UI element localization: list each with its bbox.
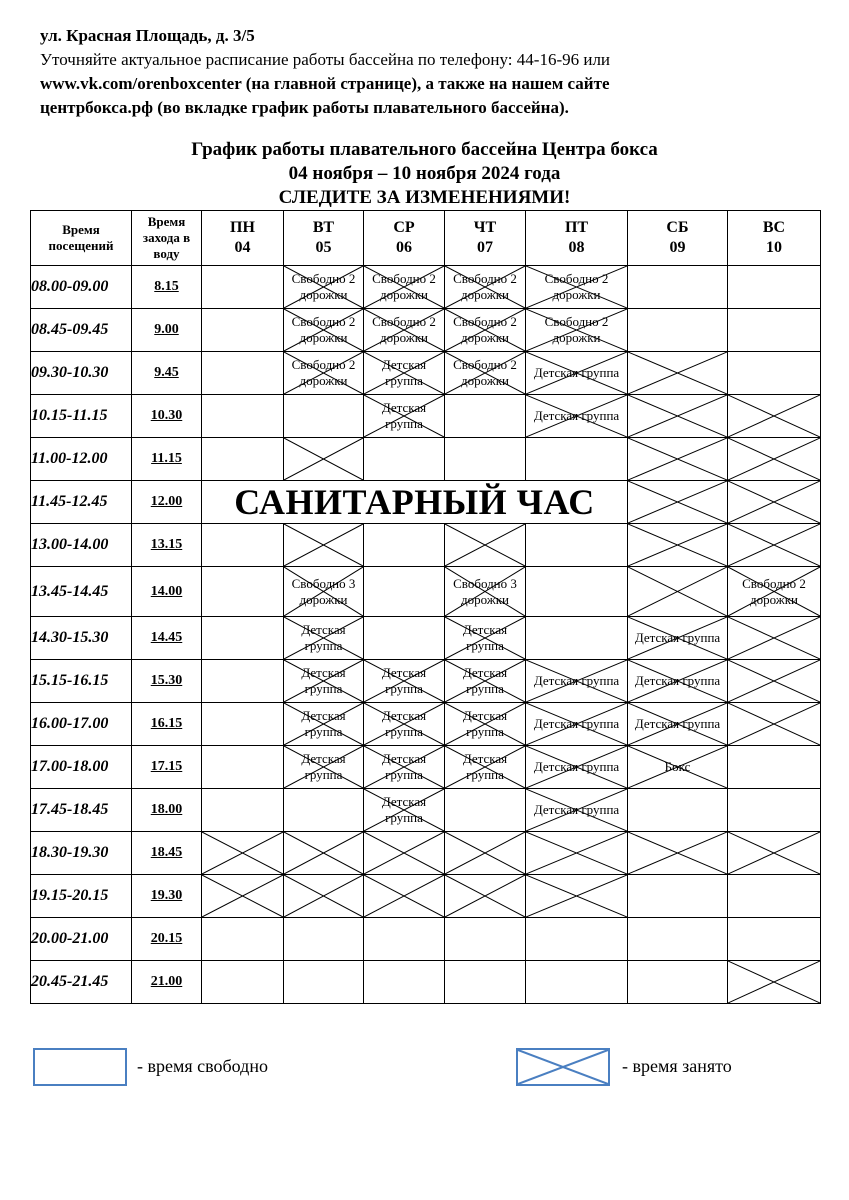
address: ул. Красная Площадь, д. 3/5 <box>40 26 255 45</box>
free-cell <box>202 918 284 961</box>
free-cell <box>526 524 628 567</box>
free-cell <box>202 746 284 789</box>
busy-cell <box>364 703 445 746</box>
free-cell <box>526 567 628 617</box>
busy-cell <box>526 703 628 746</box>
free-cell <box>445 961 526 1004</box>
free-cell <box>364 567 445 617</box>
table-row <box>31 660 821 703</box>
cell-text: Детская группа <box>634 630 721 645</box>
col-entry-header: Время захода в воду <box>132 211 202 266</box>
busy-cell <box>284 832 364 875</box>
title-line-2: 04 ноября – 10 ноября 2024 года <box>288 163 561 184</box>
free-cell <box>364 524 445 567</box>
busy-cell <box>628 660 728 703</box>
busy-cell <box>728 395 821 438</box>
free-cell <box>526 918 628 961</box>
free-cell <box>202 567 284 617</box>
entry-time: 15.30 <box>132 660 202 703</box>
free-cell <box>202 309 284 352</box>
busy-cell <box>628 746 728 789</box>
free-cell <box>445 395 526 438</box>
free-cell <box>728 309 821 352</box>
free-cell <box>202 266 284 309</box>
cell-text: Бокс <box>664 759 691 774</box>
visit-time: 08.45-09.45 <box>31 309 132 352</box>
busy-cell <box>445 746 526 789</box>
info-line-2: www.vk.com/orenboxcenter (на главной странице), а также на нашем сайте <box>40 74 610 93</box>
busy-cell <box>284 352 364 395</box>
busy-cell <box>728 703 821 746</box>
free-cell <box>628 918 728 961</box>
busy-cell <box>628 524 728 567</box>
busy-cell <box>728 961 821 1004</box>
title-line-3: СЛЕДИТЕ ЗА ИЗМЕНЕНИЯМИ! <box>278 187 571 208</box>
cell-text: Детская группа <box>462 751 508 782</box>
busy-cell <box>364 832 445 875</box>
cell-text: Детская группа <box>533 759 620 774</box>
free-cell <box>728 789 821 832</box>
busy-cell <box>526 352 628 395</box>
free-cell <box>526 961 628 1004</box>
busy-cell <box>445 352 526 395</box>
free-cell <box>445 918 526 961</box>
cell-text: Детская группа <box>462 665 508 696</box>
visit-time: 13.45-14.45 <box>31 567 132 617</box>
cell-text: Детская группа <box>533 802 620 817</box>
busy-cell <box>284 617 364 660</box>
busy-cell <box>284 567 364 617</box>
free-cell <box>202 961 284 1004</box>
cell-text: Детская группа <box>462 708 508 739</box>
entry-time: 11.15 <box>132 438 202 481</box>
free-cell <box>728 352 821 395</box>
busy-cell <box>628 352 728 395</box>
visit-time: 17.45-18.45 <box>31 789 132 832</box>
busy-cell <box>526 660 628 703</box>
table-row <box>31 352 821 395</box>
visit-time: 20.45-21.45 <box>31 961 132 1004</box>
free-cell <box>202 352 284 395</box>
busy-cell <box>628 395 728 438</box>
busy-cell <box>445 266 526 309</box>
table-row <box>31 746 821 789</box>
cell-text: Детская группа <box>301 622 346 653</box>
free-cell <box>364 961 445 1004</box>
busy-cell <box>284 438 364 481</box>
cell-text: Детская группа <box>381 794 427 825</box>
free-cell <box>628 309 728 352</box>
cell-text: Детская группа <box>381 357 427 388</box>
free-cell <box>728 266 821 309</box>
busy-cell <box>202 875 284 918</box>
entry-time: 16.15 <box>132 703 202 746</box>
busy-cell <box>364 789 445 832</box>
cell-text: Свободно 2 дорожки <box>742 575 806 607</box>
free-cell <box>364 438 445 481</box>
busy-cell <box>364 266 445 309</box>
cell-text: Свободно 2 дорожки <box>291 314 356 345</box>
cell-text: Свободно 2 дорожки <box>544 271 609 302</box>
free-cell <box>284 789 364 832</box>
free-cell <box>284 395 364 438</box>
cell-text: Детская группа <box>301 708 346 739</box>
header-row <box>31 211 821 266</box>
busy-cell <box>526 395 628 438</box>
free-cell <box>202 438 284 481</box>
cell-text: Свободно 2 дорожки <box>372 314 436 345</box>
visit-time: 10.15-11.15 <box>31 395 132 438</box>
free-cell <box>628 266 728 309</box>
visit-time: 13.00-14.00 <box>31 524 132 567</box>
entry-time: 20.15 <box>132 918 202 961</box>
busy-cell <box>728 660 821 703</box>
free-cell <box>728 746 821 789</box>
info-line-3: центрбокса.рф (во вкладке график работы плавательного бассейна). <box>40 98 569 117</box>
cell-text: Детская группа <box>533 673 620 688</box>
day-header: ПТ 08 <box>526 211 628 266</box>
busy-cell <box>526 832 628 875</box>
busy-cell <box>284 875 364 918</box>
entry-time: 13.15 <box>132 524 202 567</box>
free-legend-box <box>33 1048 127 1086</box>
busy-cell <box>445 703 526 746</box>
busy-cell <box>628 438 728 481</box>
busy-cell <box>628 832 728 875</box>
busy-cell <box>728 524 821 567</box>
entry-time: 12.00 <box>132 481 202 524</box>
busy-cell <box>628 617 728 660</box>
free-cell <box>445 438 526 481</box>
day-header: СР 06 <box>364 211 445 266</box>
free-cell <box>728 875 821 918</box>
header <box>40 24 830 120</box>
entry-time: 14.45 <box>132 617 202 660</box>
table-row <box>31 703 821 746</box>
free-cell <box>445 789 526 832</box>
table-row <box>31 481 821 524</box>
busy-cell <box>202 832 284 875</box>
table-row <box>31 309 821 352</box>
table-row <box>31 395 821 438</box>
free-cell <box>202 703 284 746</box>
busy-cell <box>728 438 821 481</box>
cell-text: Свободно 2 дорожки <box>291 271 356 302</box>
cell-text: Детская группа <box>381 665 427 696</box>
table-row <box>31 832 821 875</box>
day-header: ЧТ 07 <box>445 211 526 266</box>
visit-time: 18.30-19.30 <box>31 832 132 875</box>
cell-text: Детская группа <box>301 751 346 782</box>
cell-text: Свободно 3 дорожки <box>291 575 356 607</box>
entry-time: 18.45 <box>132 832 202 875</box>
cell-text: Свободно 2 дорожки <box>372 271 436 302</box>
cell-text: Свободно 2 дорожки <box>453 357 517 388</box>
busy-cell <box>284 746 364 789</box>
cell-text: Детская группа <box>301 665 346 696</box>
busy-cell <box>445 524 526 567</box>
info-line-1: Уточняйте актуальное расписание работы бассейна по телефону: 44-16-96 или <box>40 50 611 69</box>
busy-cell <box>526 789 628 832</box>
free-cell <box>628 961 728 1004</box>
free-cell <box>202 617 284 660</box>
schedule-title <box>0 138 849 210</box>
cell-text: Детская группа <box>381 751 427 782</box>
entry-time: 17.15 <box>132 746 202 789</box>
cell-text: Детская группа <box>381 708 427 739</box>
busy-cell <box>445 832 526 875</box>
busy-cell <box>364 309 445 352</box>
free-cell <box>202 789 284 832</box>
busy-cell <box>728 567 821 617</box>
visit-time: 15.15-16.15 <box>31 660 132 703</box>
visit-time: 14.30-15.30 <box>31 617 132 660</box>
cell-text: Свободно 2 дорожки <box>453 271 517 302</box>
visit-time: 17.00-18.00 <box>31 746 132 789</box>
busy-cell <box>628 567 728 617</box>
visit-time: 11.00-12.00 <box>31 438 132 481</box>
table-row <box>31 789 821 832</box>
busy-cell <box>445 875 526 918</box>
busy-legend-label: - время занято <box>622 1056 732 1076</box>
busy-cell <box>284 703 364 746</box>
free-cell <box>364 918 445 961</box>
day-header: ВТ 05 <box>284 211 364 266</box>
table-row <box>31 918 821 961</box>
busy-cell <box>628 703 728 746</box>
busy-cell <box>284 524 364 567</box>
cell-text: Детская группа <box>381 400 427 431</box>
busy-legend-box <box>516 1048 610 1086</box>
busy-cell <box>526 875 628 918</box>
cell-text: Детская группа <box>533 408 620 423</box>
busy-cell <box>728 481 821 524</box>
visit-time: 08.00-09.00 <box>31 266 132 309</box>
entry-time: 21.00 <box>132 961 202 1004</box>
cell-text: Детская группа <box>634 716 721 731</box>
free-cell <box>628 789 728 832</box>
busy-cell <box>728 832 821 875</box>
visit-time: 09.30-10.30 <box>31 352 132 395</box>
table-row <box>31 617 821 660</box>
free-cell <box>284 918 364 961</box>
col-time-header: Время посещений <box>31 211 132 266</box>
entry-time: 9.00 <box>132 309 202 352</box>
table-row <box>31 875 821 918</box>
entry-time: 10.30 <box>132 395 202 438</box>
entry-time: 9.45 <box>132 352 202 395</box>
cell-text: Детская группа <box>634 673 721 688</box>
busy-cell <box>526 746 628 789</box>
day-header: ВС 10 <box>728 211 821 266</box>
cell-text: Свободно 2 дорожки <box>291 357 356 388</box>
busy-cell <box>526 266 628 309</box>
sanitary-hour: САНИТАРНЫЙ ЧАС <box>202 481 628 524</box>
table-row <box>31 266 821 309</box>
visit-time: 16.00-17.00 <box>31 703 132 746</box>
busy-cell <box>628 481 728 524</box>
visit-time: 11.45-12.45 <box>31 481 132 524</box>
busy-cell <box>445 617 526 660</box>
entry-time: 14.00 <box>132 567 202 617</box>
busy-cell <box>445 567 526 617</box>
busy-cell <box>445 309 526 352</box>
free-cell <box>628 875 728 918</box>
busy-cell <box>364 660 445 703</box>
busy-cell <box>284 660 364 703</box>
free-cell <box>526 438 628 481</box>
cell-text: Детская группа <box>533 716 620 731</box>
visit-time: 19.15-20.15 <box>31 875 132 918</box>
busy-cell <box>284 309 364 352</box>
title-line-1: График работы плавательного бассейна Центра бокса <box>191 139 658 160</box>
cell-text: Детская группа <box>533 365 620 380</box>
schedule-table <box>30 210 821 1004</box>
busy-cell <box>445 660 526 703</box>
cell-text: Детская группа <box>462 622 508 653</box>
free-cell <box>202 395 284 438</box>
table-row <box>31 567 821 617</box>
busy-cell <box>728 617 821 660</box>
cell-text: Свободно 2 дорожки <box>453 314 517 345</box>
busy-cell <box>364 746 445 789</box>
busy-cell <box>284 266 364 309</box>
table-row <box>31 438 821 481</box>
busy-cell <box>364 352 445 395</box>
day-header: ПН 04 <box>202 211 284 266</box>
visit-time: 20.00-21.00 <box>31 918 132 961</box>
entry-time: 19.30 <box>132 875 202 918</box>
cell-text: Свободно 2 дорожки <box>544 314 609 345</box>
busy-cell <box>526 309 628 352</box>
table-row <box>31 961 821 1004</box>
free-cell <box>526 617 628 660</box>
entry-time: 18.00 <box>132 789 202 832</box>
day-header: СБ 09 <box>628 211 728 266</box>
free-legend-label: - время свободно <box>137 1056 268 1076</box>
table-row <box>31 524 821 567</box>
cell-text: Свободно 3 дорожки <box>453 575 517 607</box>
free-cell <box>202 660 284 703</box>
free-cell <box>364 617 445 660</box>
busy-cell <box>364 395 445 438</box>
free-cell <box>202 524 284 567</box>
entry-time: 8.15 <box>132 266 202 309</box>
free-cell <box>728 918 821 961</box>
free-cell <box>284 961 364 1004</box>
busy-cell <box>364 875 445 918</box>
